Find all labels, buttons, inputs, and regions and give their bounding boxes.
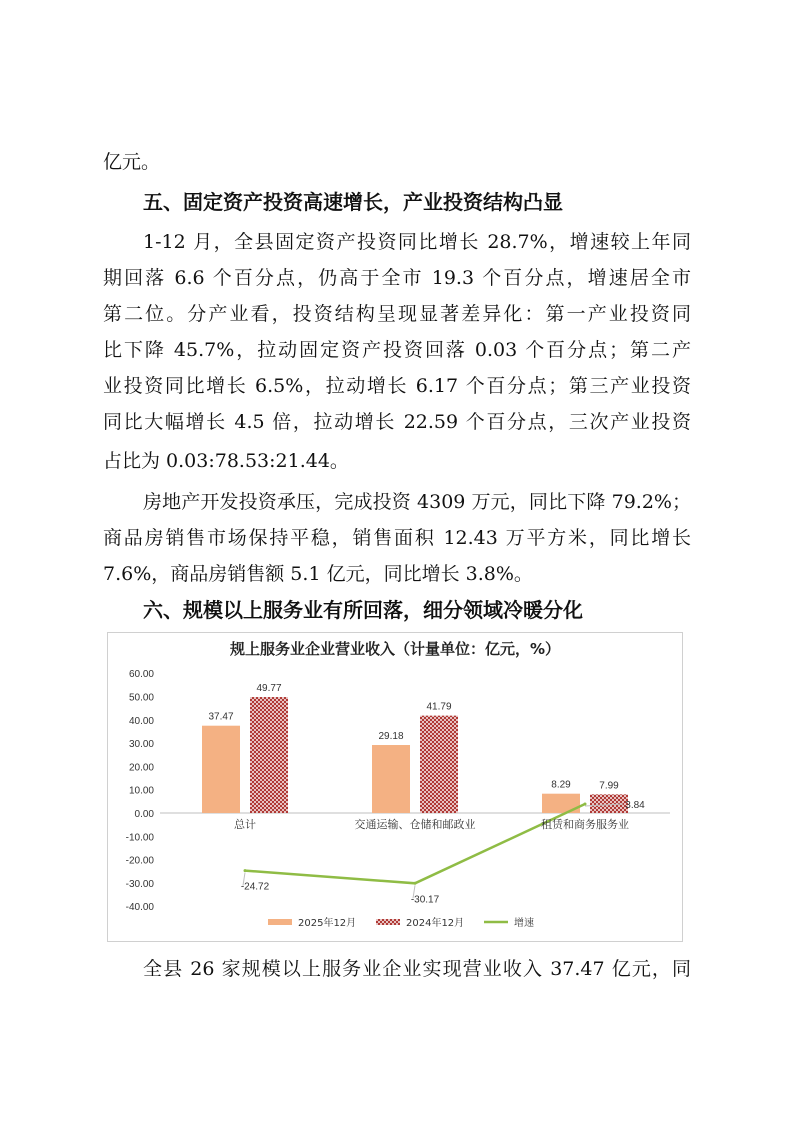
body-line: 期回落 6.6 个百分点，仍高于全市 19.3 个百分点，增速居全市 [103,267,691,289]
y-tick-label: 60.00 [128,669,154,681]
growth-label: 3.84 [625,800,645,812]
body-line: 亿元。 [103,151,161,173]
x-axis-categories [234,817,629,831]
y-tick-label: 30.00 [128,739,154,751]
bar-2024 [250,697,288,813]
y-tick-label: -10.00 [125,832,154,844]
y-tick-label: 10.00 [128,785,154,797]
bar-2025-label: 29.18 [378,731,404,743]
legend-label-2024: 2024年12月 [406,918,465,929]
body-line: 商品房销售市场保持平稳，销售面积 12.43 万平方米，同比增长 [103,527,691,549]
y-tick-label: 20.00 [128,762,154,774]
bar-2025-label: 37.47 [208,711,234,723]
bar-2025 [202,726,240,813]
legend-swatch-2025 [268,919,292,925]
category-label: 交通运输、仓储和邮政业 [354,818,476,831]
section-heading-6: 六、规模以上服务业有所回落，细分领域冷暖分化 [143,598,583,622]
body-line: 比下降 45.7%，拉动固定资产投资回落 0.03 个百分点；第二产 [103,339,691,361]
section-heading-5: 五、固定资产投资高速增长，产业投资结构凸显 [143,190,563,214]
chart-svg [108,633,682,941]
growth-line-path [245,804,585,883]
growth-label: -24.72 [240,881,270,893]
y-tick-label: 40.00 [128,715,154,727]
body-line: 第二位。分产业看，投资结构呈现显著差异化：第一产业投资同 [103,303,691,325]
body-line: 7.6%，商品房销售额 5.1 亿元，同比增长 3.8%。 [103,563,533,585]
legend-label-2025: 2025年12月 [298,918,357,929]
chart-title: 规上服务业企业营业收入（计量单位：亿元，%） [229,640,561,658]
body-line: 占比为 0.03:78.53:21.44。 [103,450,349,472]
growth-line [241,800,645,905]
bar-2024-label: 7.99 [599,780,619,792]
growth-point [414,882,417,885]
legend [268,916,534,929]
body-line: 房地产开发投资承压，完成投资 4309 万元，同比下降 79.2%； [143,491,691,513]
bar-2025 [372,745,410,813]
bar-2025-label: 8.29 [551,779,571,791]
y-tick-label: -40.00 [125,902,154,914]
y-tick-label: -20.00 [125,855,154,867]
legend-swatch-2024 [376,919,400,925]
y-tick-label: -30.00 [125,878,154,890]
growth-point [244,869,247,872]
body-line: 1-12 月，全县固定资产投资同比增长 28.7%，增速较上年同 [143,231,691,253]
legend-label-growth: 增速 [514,918,534,929]
growth-label: -30.17 [410,894,440,906]
bar-2024-label: 41.79 [426,701,452,713]
revenue-chart [107,632,683,942]
category-label: 租赁和商务服务业 [541,818,629,831]
bar-2024 [420,716,458,813]
bars [202,683,628,813]
y-tick-label: 50.00 [128,692,154,704]
body-line: 同比大幅增长 4.5 倍，拉动增长 22.59 个百分点，三次产业投资 [103,411,691,433]
body-line: 全县 26 家规模以上服务业企业实现营业收入 37.47 亿元，同 [143,958,691,980]
y-tick-label: 0.00 [134,809,154,820]
growth-point [584,803,587,806]
body-line: 业投资同比增长 6.5%，拉动增长 6.17 个百分点；第三产业投资 [103,375,691,397]
bar-2024-label: 49.77 [256,683,282,695]
category-label: 总计 [234,818,256,831]
